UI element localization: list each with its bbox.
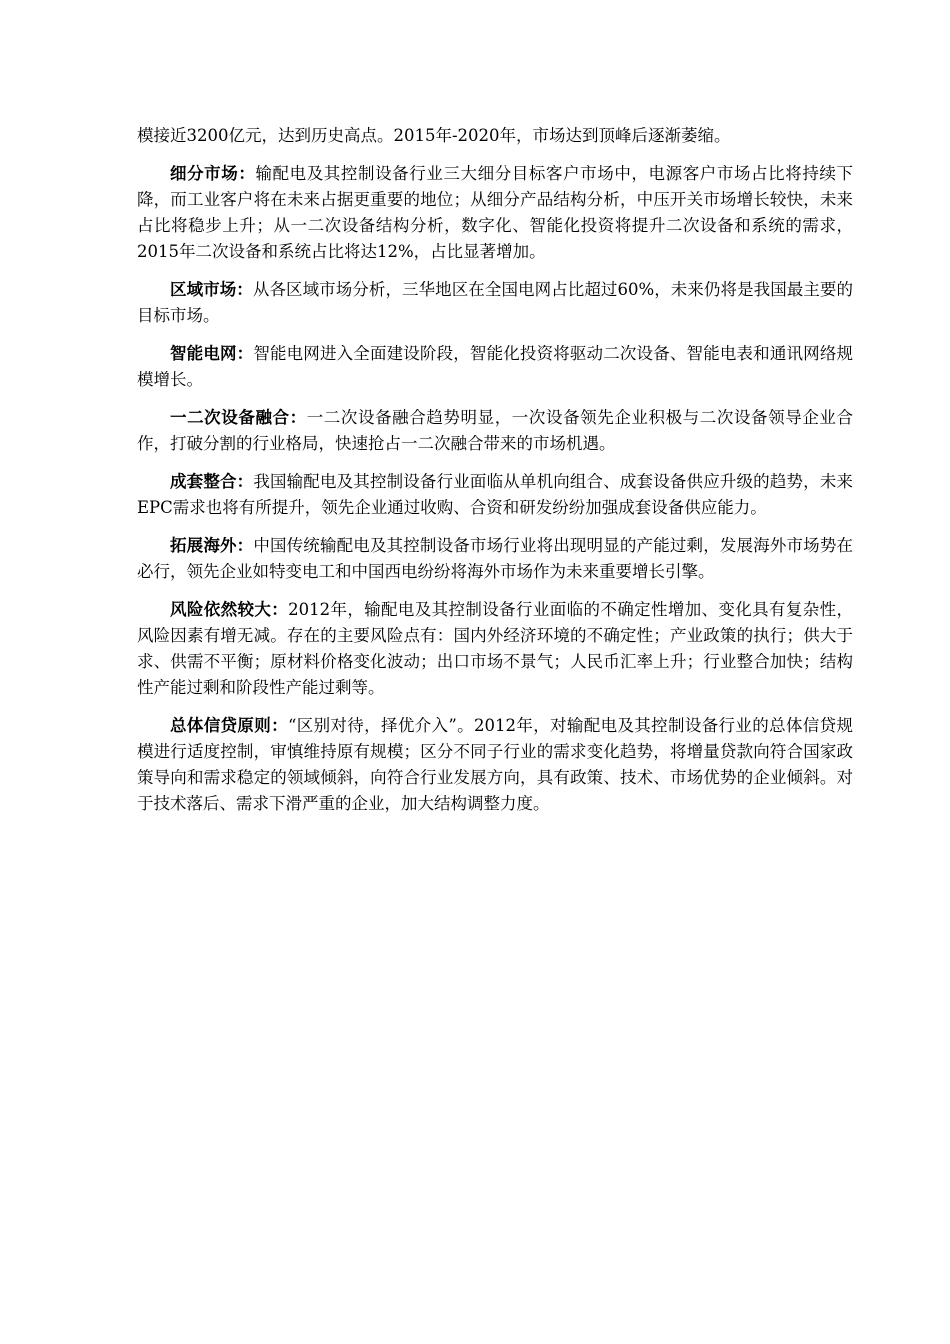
paragraph-risk — [137, 597, 853, 701]
paragraph-text: 一二次设备融合趋势明显，一次设备领先企业积极与二次设备领导企业合作，打破分割的行业格局，快速抢占一二次融合带来的市场机遇。 — [137, 408, 854, 453]
paragraph-credit-principle — [137, 713, 853, 817]
paragraph-equipment-fusion — [137, 405, 853, 457]
paragraph-text: 从各区域市场分析，三华地区在全国电网占比超过60%，未来仍将是我国最主要的目标市场。 — [137, 280, 854, 325]
paragraph-segment-market — [137, 161, 853, 265]
document-body — [137, 123, 853, 829]
paragraph-label: 智能电网： — [170, 344, 254, 363]
paragraph-text: 模接近3200亿元，达到历史高点。2015年-2020年，市场达到顶峰后逐渐萎缩。 — [137, 126, 731, 145]
paragraph-complete-integration — [137, 469, 853, 521]
paragraph-text: 输配电及其控制设备行业三大细分目标客户市场中，电源客户市场占比将持续下降，而工业客户将在未来占据更重要的地位；从细分产品结构分析，中压开关市场增长较快，未来占比将稳步上升；从一二次设备结构分析，数字化、智能化投资将提升二次设备和系统的需求，2015年二次设备和系统占比将达12%，占比显著增加。 — [137, 164, 854, 261]
paragraph-label: 一二次设备融合： — [170, 408, 307, 427]
paragraph-label: 区域市场： — [170, 280, 253, 299]
paragraph-text: 我国输配电及其控制设备行业面临从单机向组合、成套设备供应升级的趋势，未来EPC需求也将有所提升，领先企业通过收购、合资和研发纷纷加强成套设备供应能力。 — [137, 472, 854, 517]
paragraph-text: “区别对待，择优介入”。2012年，对输配电及其控制设备行业的总体信贷规模进行适度控制，审慎维持原有规模；区分不同子行业的需求变化趋势，将增量贷款向符合国家政策导向和需求稳定的领域倾斜，向符合行业发展方向，具有政策、技术、市场优势的企业倾斜。对于技术落后、需求下滑严重的企业，加大结构调整力度。 — [137, 716, 853, 813]
paragraph-market-size — [137, 123, 853, 149]
paragraph-text: 中国传统输配电及其控制设备市场行业将出现明显的产能过剩，发展海外市场势在必行，领先企业如特变电工和中国西电纷纷将海外市场作为未来重要增长引擎。 — [137, 536, 854, 581]
paragraph-text: 智能电网进入全面建设阶段，智能化投资将驱动二次设备、智能电表和通讯网络规模增长。 — [137, 344, 854, 389]
paragraph-overseas-expansion — [137, 533, 853, 585]
paragraph-regional-market — [137, 277, 853, 329]
paragraph-text: 2012年，输配电及其控制设备行业面临的不确定性增加、变化具有复杂性，风险因素有增无减。存在的主要风险点有：国内外经济环境的不确定性；产业政策的执行；供大于求、供需不平衡；原材料价格变化波动；出口市场不景气；人民币汇率上升；行业整合加快；结构性产能过剩和阶段性产能过剩等。 — [137, 600, 854, 697]
paragraph-smart-grid — [137, 341, 853, 393]
paragraph-label: 拓展海外： — [170, 536, 254, 555]
paragraph-label: 成套整合： — [170, 472, 254, 491]
paragraph-label: 总体信贷原则： — [170, 716, 288, 735]
paragraph-label: 风险依然较大： — [170, 600, 289, 619]
paragraph-label: 细分市场： — [170, 164, 256, 183]
